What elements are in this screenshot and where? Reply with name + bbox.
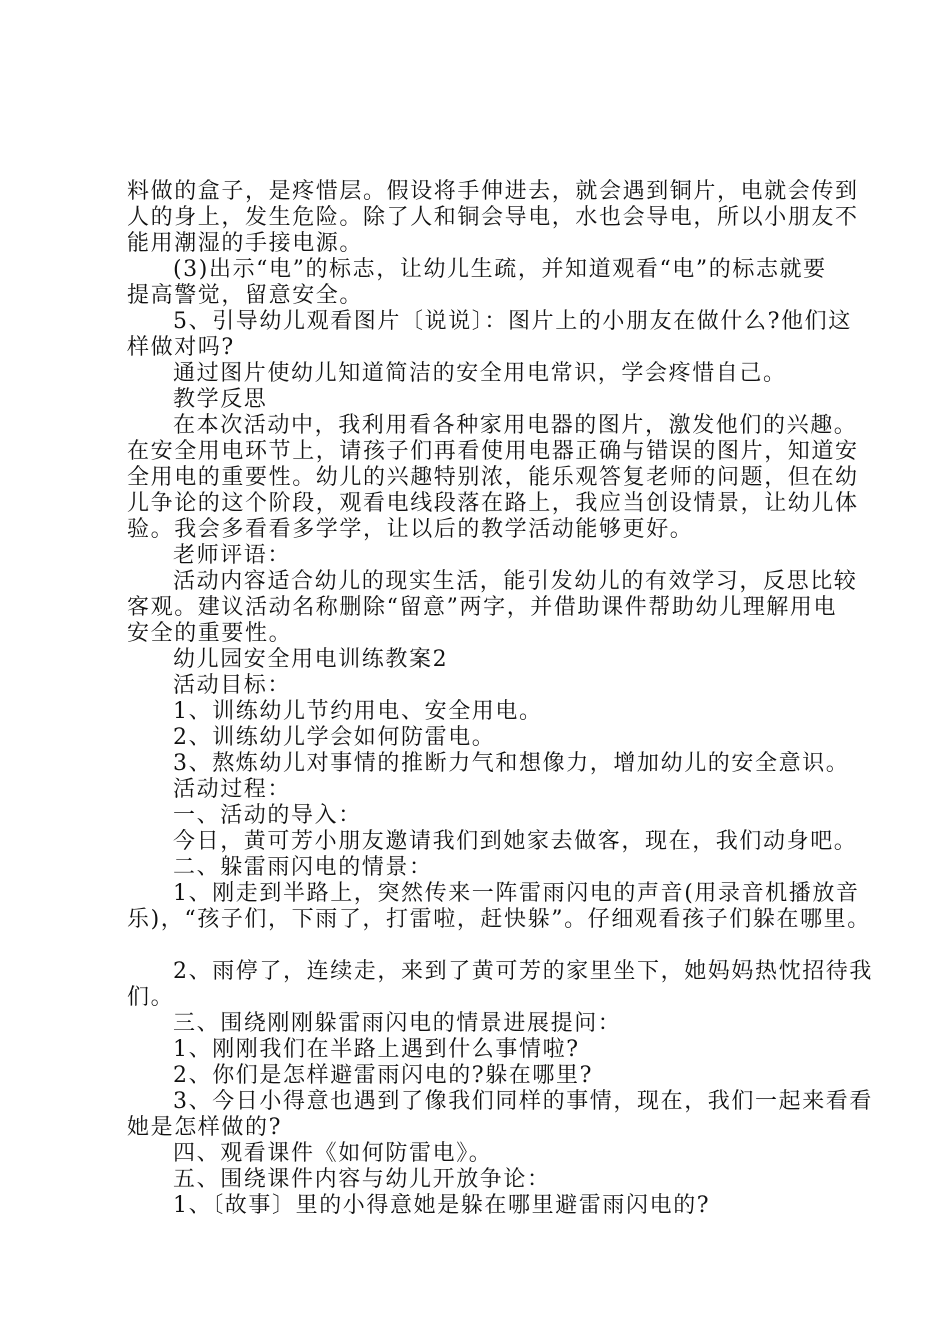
list-item: 2、你们是怎样避雷雨闪电的?躲在哪里? (173, 1063, 593, 1088)
list-item: 3、今日小得意也遇到了像我们同样的事情，现在，我们一起来看看 (173, 1089, 873, 1114)
text-line: 验。我会多看看多学学，让以后的教学活动能够更好。 (127, 517, 694, 542)
list-item: 2、雨停了，连续走，来到了黄可芳的家里坐下，她妈妈热忱招待我 (173, 959, 873, 984)
list-item: 2、训练幼儿学会如何防雷电。 (173, 725, 496, 750)
text-line: 在本次活动中，我利用看各种家用电器的图片，激发他们的兴趣。 (173, 413, 858, 438)
section-heading: 五、围绕课件内容与幼儿开放争论： (173, 1167, 551, 1192)
list-item: 1、训练幼儿节约用电、安全用电。 (173, 699, 543, 724)
text-line: 在安全用电环节上，请孩子们再看使用电器正确与错误的图片，知道安 (127, 439, 859, 464)
text-line: 样做对吗? (127, 335, 235, 360)
text-line: 儿争论的这个阶段，观看电线段落在路上，我应当创设情景，让幼儿体 (127, 491, 859, 516)
text-line: 5、引导幼儿观看图片〔说说〕：图片上的小朋友在做什么?他们这 (173, 309, 852, 334)
text-line: 活动内容适合幼儿的现实生活，能引发幼儿的有效学习，反思比较 (173, 569, 858, 594)
text-line: 料做的盒子，是疼惜层。假设将手伸进去，就会遇到铜片，电就会传到 (127, 179, 859, 204)
section-heading: 二、躲雷雨闪电的情景： (173, 855, 433, 880)
text-line: 今日，黄可芳小朋友邀请我们到她家去做客，现在，我们动身吧。 (173, 829, 858, 854)
text-line: 提高警觉，留意安全。 (127, 283, 364, 308)
section-heading: 一、活动的导入： (173, 803, 362, 828)
section-heading: 四、观看课件《如何防雷电》。 (173, 1141, 493, 1166)
text-line: 通过图片使幼儿知道简洁的安全用电常识，学会疼惜自己。 (173, 361, 787, 386)
text-line: 她是怎样做的? (127, 1115, 282, 1140)
text-line: 们。 (127, 985, 175, 1010)
section-heading: 老师评语： (173, 543, 292, 568)
section-heading: 活动目标： (173, 673, 292, 698)
text-line: (3)出示“电”的标志，让幼儿生疏，并知道观看“电”的标志就要 (173, 257, 827, 282)
section-heading: 三、围绕刚刚躲雷雨闪电的情景进展提问： (173, 1011, 622, 1036)
list-item: 1、〔故事〕里的小得意她是躲在哪里避雷雨闪电的? (173, 1193, 711, 1218)
list-item: 1、刚走到半路上，突然传来一阵雷雨闪电的声音(用录音机播放音 (173, 881, 860, 906)
document-title: 幼儿园安全用电训练教案2 (173, 647, 449, 672)
list-item: 3、熬炼幼儿对事情的推断力气和想像力，增加幼儿的安全意识。 (173, 751, 850, 776)
text-line: 能用潮湿的手接电源。 (127, 231, 364, 256)
section-heading: 教学反思 (173, 387, 268, 412)
list-item: 1、刚刚我们在半路上遇到什么事情啦? (173, 1037, 580, 1062)
text-line: 全用电的重要性。幼儿的兴趣特别浓，能乐观答复老师的问题，但在幼 (127, 465, 859, 490)
text-line: 乐)，“孩子们，下雨了，打雷啦，赶快躲”。仔细观看孩子们躲在哪里。 (127, 907, 871, 932)
section-heading: 活动过程： (173, 777, 292, 802)
text-line: 客观。建议活动名称删除“留意”两字，并借助课件帮助幼儿理解用电 (127, 595, 838, 620)
text-line: 人的身上，发生危险。除了人和铜会导电，水也会导电，所以小朋友不 (127, 205, 859, 230)
text-line: 安全的重要性。 (127, 621, 293, 646)
